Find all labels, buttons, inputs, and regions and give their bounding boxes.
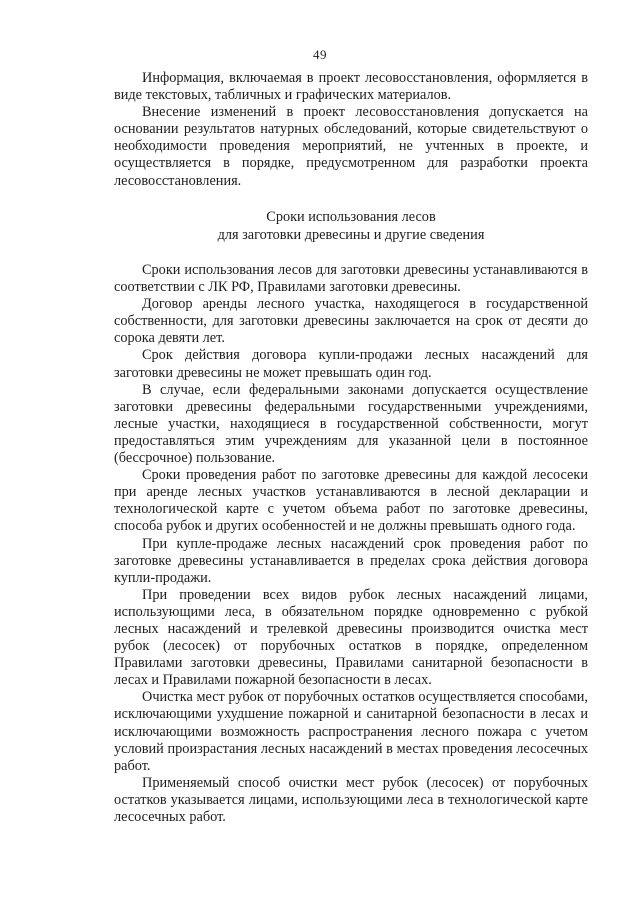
- paragraph: Очистка мест рубок от порубочных остатков осуществляется способами, исключающими ухудшение пожарной и санитарной безопасности в лесах и исключающими возможность распространения лесного пожара с учетом условий произрастания лесных насаждений в местах проведения лесосечных работ.: [114, 689, 588, 774]
- paragraph: Сроки проведения работ по заготовке древесины для каждой лесосеки при аренде лесных участков устанавливаются в лесной декларации и технологической карте с учетом объема работ по заготовке древесины, способа рубок и других особенностей и не должны превышать одного года.: [114, 467, 588, 535]
- paragraph: Информация, включаемая в проект лесовосстановления, оформляется в виде текстовых, табличных и графических материалов.: [114, 70, 588, 104]
- paragraph: В случае, если федеральными законами допускается осуществление заготовки древесины федеральными государственными учреждениями, лесные участки, находящиеся в государственной собственности, могут предоставляться этим учреждениям для указанной цели в постоянное (бессрочное) пользование.: [114, 381, 588, 467]
- section-heading-line: для заготовки древесины и другие сведения: [217, 227, 485, 243]
- section-heading-line: Сроки использования лесов: [266, 209, 436, 225]
- page-number: 49: [313, 47, 327, 62]
- paragraph: Срок действия договора купли-продажи лесных насаждений для заготовки древесины не может превышать один год.: [114, 347, 588, 381]
- paragraph: При проведении всех видов рубок лесных насаждений лицами, использующими леса, в обязательном порядке одновременно с рубкой лесных насаждений и трелевкой древесины производится очистка мест рубок (лесосек) от порубочных остатков в порядке, определенном Правилами заготовки древесины, Правилами санитарной безопасности в лесах и Правилами пожарной безопасности в лесах.: [114, 586, 588, 689]
- intro-text-block: [114, 70, 588, 190]
- section-heading: [114, 208, 588, 244]
- paragraph: Внесение изменений в проект лесовосстановления допускается на основании результатов натурных обследований, которые свидетельствуют о необходимости проведения мероприятий, не учтенных в проекте, и осуществляется в порядке, предусмотренном для разработки проекта лесовосстановления.: [114, 104, 588, 189]
- paragraph: При купле-продаже лесных насаждений срок проведения работ по заготовке древесины устанавливается в пределах срока действия договора купли-продажи.: [114, 535, 588, 586]
- main-text-block: [114, 262, 588, 826]
- paragraph: Сроки использования лесов для заготовки древесины устанавливаются в соответствии с ЛК РФ, Правилами заготовки древесины.: [114, 262, 588, 296]
- paragraph: Договор аренды лесного участка, находящегося в государственной собственности, для заготовки древесины заключается на срок от десяти до сорока девяти лет.: [114, 296, 588, 347]
- paragraph: Применяемый способ очистки мест рубок (лесосек) от порубочных остатков указывается лицами, использующими леса в технологической карте лесосечных работ.: [114, 774, 588, 825]
